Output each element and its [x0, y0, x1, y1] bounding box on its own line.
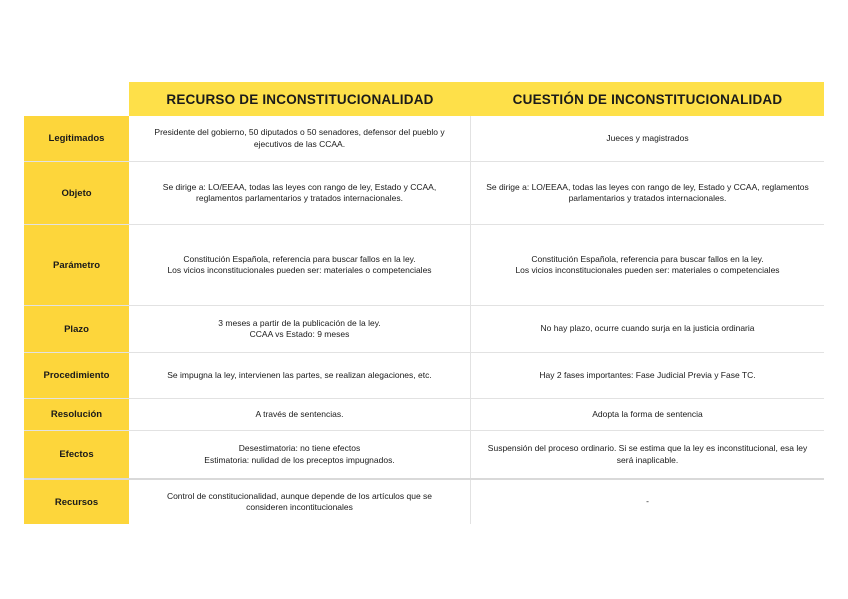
table-row-resolucion: [24, 399, 824, 431]
row-label: Legitimados: [24, 116, 129, 161]
cuestion-cell: No hay plazo, ocurre cuando surja en la justicia ordinaria: [540, 323, 755, 334]
header-recurso: RECURSO DE INCONSTITUCIONALIDAD: [166, 91, 434, 107]
recurso-cell: 3 meses a partir de la publicación de la ley. CCAA vs Estado: 9 meses: [129, 306, 471, 352]
cuestion-cell: Hay 2 fases importantes: Fase Judicial Previa y Fase TC.: [539, 369, 756, 380]
recurso-cell: Desestimatoria: no tiene efectos Estimatoria: nulidad de los preceptos impugnados.: [129, 431, 471, 478]
cuestion-cell: -: [646, 496, 649, 507]
header-cuestion: CUESTIÓN DE INCONSTITUCIONALIDAD: [512, 91, 783, 107]
recurso-cell: Se dirige a: LO/EEAA, todas las leyes con rango de ley, Estado y CCAA, reglamentos parlamentarios y tratados internacionales.: [129, 162, 471, 224]
table-row-procedimiento: [24, 353, 824, 399]
row-label: Objeto: [24, 162, 129, 224]
recurso-cell: A través de sentencias.: [129, 399, 471, 430]
row-label: Resolución: [24, 399, 129, 430]
cuestion-cell: Se dirige a: LO/EEAA, todas las leyes con rango de ley, Estado y CCAA, reglamentos parlamentarios y tratados internacionales.: [486, 181, 809, 203]
row-label: Efectos: [24, 431, 129, 478]
row-label: Recursos: [24, 480, 129, 524]
row-label: Parámetro: [24, 225, 129, 305]
table-header: [129, 82, 824, 116]
recurso-cell: Constitución Española, referencia para buscar fallos en la ley. Los vicios inconstitucionales pueden ser: materiales o competenciales: [129, 225, 471, 305]
table-row-parametro: [24, 225, 824, 306]
cuestion-cell: Adopta la forma de sentencia: [592, 408, 703, 419]
table-row-recursos: [24, 480, 824, 524]
row-label: Procedimiento: [24, 353, 129, 398]
table-row-efectos: [24, 431, 824, 480]
table-row-legitimados: [24, 116, 824, 162]
cuestion-cell: Jueces y magistrados: [606, 132, 689, 143]
recurso-cell: Presidente del gobierno, 50 diputados o 50 senadores, defensor del pueblo y ejecutivos de las CCAA.: [129, 116, 471, 161]
comparison-table: [24, 116, 824, 524]
cuestion-cell: Suspensión del proceso ordinario. Si se estima que la ley es inconstitucional, esa ley será inaplicable.: [487, 443, 808, 465]
recurso-cell: Se impugna la ley, intervienen las partes, se realizan alegaciones, etc.: [129, 353, 471, 398]
recurso-cell: Control de constitucionalidad, aunque depende de los artículos que se consideren incontitucionales: [129, 480, 471, 524]
cuestion-cell: Constitución Española, referencia para buscar fallos en la ley. Los vicios inconstitucionales pueden ser: materiales o competenciales: [515, 253, 780, 275]
table-row-objeto: [24, 162, 824, 225]
table-row-plazo: [24, 306, 824, 353]
row-label: Plazo: [24, 306, 129, 352]
